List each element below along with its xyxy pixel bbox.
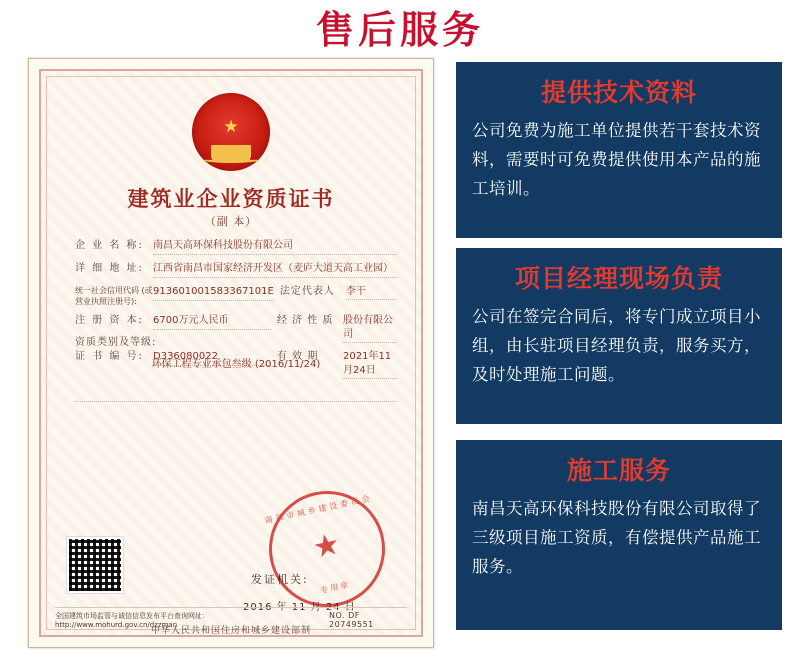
field-value: D336080022 [153,350,271,366]
service-panel-construction-service [456,440,782,630]
field-label: 企 业 名 称: [75,240,144,251]
page-title: 售后服务 [315,8,484,52]
ministry-line: 中华人民共和国住房和城乡建设部制 [150,626,311,636]
field-label-secondary: 法定代表人 [279,286,335,297]
field-row-address [75,262,397,278]
field-value: 913601001583367101E [153,285,274,301]
panel-body: 公司免费为施工单位提供若干套技术资料，需要时可免费提供使用本产品的施工培训。 [472,121,761,198]
issue-date: 2016 年 11 月 24 日 [243,602,356,613]
certificate-title: 建筑业企业资质证书 [127,186,335,211]
emblem-star-icon: ★ [223,117,239,137]
panel-heading: 提供技术资料 [540,78,697,107]
panel-body: 公司在签完合同后，将专门成立项目小组，由长驻项目经理负责，服务买方，及时处理施工问题。 [472,307,761,384]
panel-body: 南昌天高环保科技股份有限公司取得了三级项目施工资质，有偿提供产品施工服务。 [472,499,761,576]
qr-code [67,537,123,593]
footer-query-url: 全国建筑市场监管与诚信信息发布平台查询网址：http://www.mohurd.gov.cn/dzzman [55,612,209,629]
certificate-border [39,69,423,637]
panel-heading: 施工服务 [566,456,671,485]
qualification-label: 资质类别及等级: [75,337,157,348]
field-label-secondary: 有 效 期 [277,351,319,362]
certificate-image [28,58,434,648]
emblem-gate-icon [211,145,251,158]
issuer-label: 发证机关: [251,573,309,586]
seal-bottom-text: 专用章 [319,580,351,596]
certificate-footer [55,607,407,629]
field-label: 注 册 资 本: [75,315,144,326]
field-label: 证 书 编 号: [75,351,144,362]
field-row-credit-code [75,285,397,307]
service-panel-technical-materials [456,62,782,238]
field-label: 统一社会信用代码 (或营业执照注册号): [75,286,153,306]
field-label-secondary: 经 济 性 质 [277,315,334,326]
footer-serial-number: NO. DF 20749551 [329,611,374,629]
service-panel-project-manager [456,248,782,424]
field-value-secondary: 股份有限公司 [343,314,397,343]
seal-star-icon: ★ [309,526,344,567]
field-value: 江西省南昌市国家经济开发区（麦庐大道天高工业园） [153,262,397,278]
field-value: 南昌天高环保科技股份有限公司 [153,239,397,255]
field-value: 6700万元人民币 [153,314,271,330]
field-label: 详 细 地 址: [75,263,144,274]
seal-top-text: 南昌市城乡建设委员会 [263,493,374,526]
certificate-subtitle: （副 本） [204,215,258,228]
qualification-value: 环保工程专业承包叁级 (2016/11/24) [75,351,397,402]
panel-heading: 项目经理现场负责 [514,264,723,293]
field-row-company-name [75,239,397,255]
field-value-secondary: 李干 [346,285,397,300]
field-value-secondary: 2021年11月24日 [343,350,397,379]
national-emblem-icon [192,93,270,171]
